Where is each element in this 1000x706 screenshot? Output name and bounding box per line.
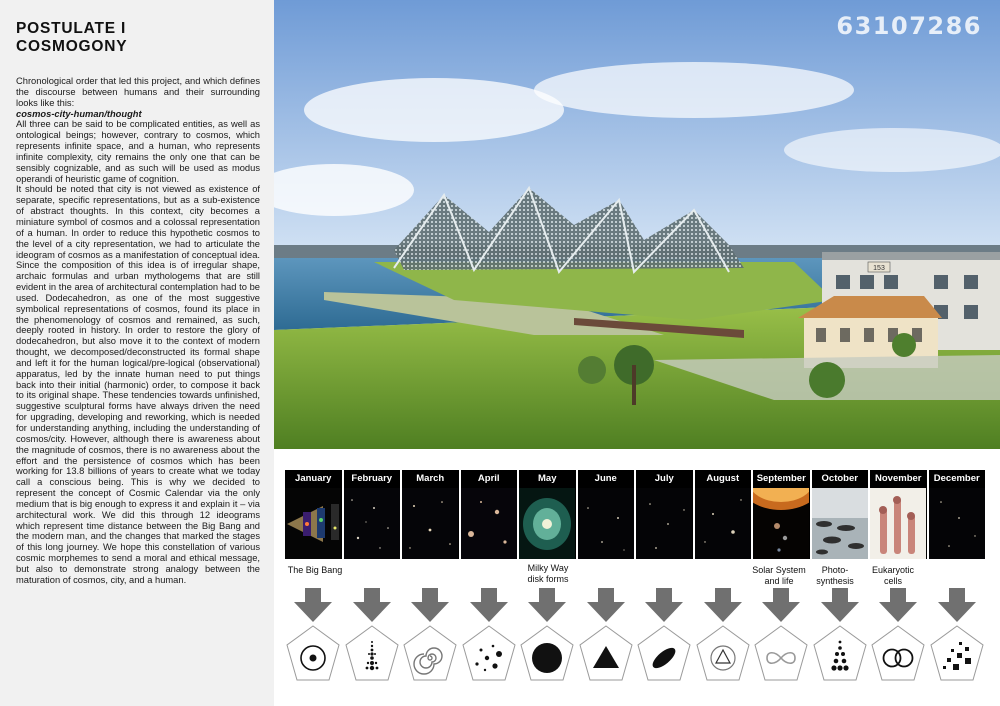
month-label: April xyxy=(461,470,518,488)
spiral-icon xyxy=(402,624,458,684)
starfield-thumbnail xyxy=(578,488,635,559)
caption-september xyxy=(744,565,814,587)
render-image xyxy=(274,0,1000,449)
starfield-image xyxy=(929,488,985,559)
big-bang-thumbnail xyxy=(285,488,342,559)
month-label: July xyxy=(636,470,693,488)
paragraph-1: All three can be said to be complicated entities, as well as ontological beings; however, contrary to cosmos, which represents infinite space, and a human, who represents infinite complexity, city remains the only one that can be sensibly cognizable, and as such will be used as modus operandi of heuristic game of cognition. xyxy=(16,119,260,184)
down-arrow-icon xyxy=(411,588,449,622)
month-august xyxy=(695,470,752,559)
caption-october xyxy=(805,565,865,587)
down-arrow-icon xyxy=(938,588,976,622)
galaxies-image xyxy=(461,488,517,559)
dot-cone-icon xyxy=(344,624,400,684)
title-line-1: POSTULATE I xyxy=(16,20,127,37)
solar-system-thumbnail xyxy=(753,488,810,559)
caption-line: Milky Way xyxy=(527,563,569,573)
starfield-thumbnail xyxy=(929,488,986,559)
starfield-image xyxy=(636,488,692,559)
spiral-galaxy-image xyxy=(519,488,575,559)
spiral-galaxy-thumbnail xyxy=(519,488,576,559)
caption-line: Eukaryotic xyxy=(871,565,915,575)
double-ring-icon xyxy=(870,624,926,684)
month-label: March xyxy=(402,470,459,488)
caption-may xyxy=(512,563,584,585)
starfield-thumbnail xyxy=(402,488,459,559)
stromatolites-image xyxy=(812,488,868,559)
down-arrow-icon xyxy=(704,588,742,622)
caption-november xyxy=(863,565,923,587)
scattered-squares-icon xyxy=(929,624,985,684)
month-february xyxy=(344,470,401,559)
month-july xyxy=(636,470,693,559)
month-label: October xyxy=(812,470,869,488)
title-line-2: COSMOGONY xyxy=(16,38,128,55)
month-label: August xyxy=(695,470,752,488)
down-arrow-icon xyxy=(294,588,332,622)
filled-circle-icon xyxy=(519,624,575,684)
eukaryotic-cells-image xyxy=(870,488,926,559)
month-january xyxy=(285,470,342,559)
month-october xyxy=(812,470,869,559)
month-label: December xyxy=(929,470,986,488)
month-label: September xyxy=(753,470,810,488)
ellipse-icon xyxy=(636,624,692,684)
big-bang-image xyxy=(285,488,341,559)
month-label: May xyxy=(519,470,576,488)
caption-line: synthesis xyxy=(816,576,854,586)
down-arrow-icon xyxy=(470,588,508,622)
paragraph-2: It should be noted that city is not viewed as existence of separate, specific representations, but as a sub-existence of abstract thoughts. In this context, city becomes a miniature symbol of cosmos and a colossal representation of a human. In order to reduce this hypothetic cosmos to the level of a city representation, we had to articulate the ideogram of cosmos as a manifestation of conceptual idea. Since the composition of this idea is of irregular shape, archaic formulas and urban mythologems that are still evident in the area of architectural contemplation had to be used. Dodecahedron, as one of the most suggestive symbolical representations of cosmos, found its place in the phenomenology of cosmos and remained, as such, deeply rooted in history. In order to restore the glory of dodecahedron, but also move it to the context of modern thought, we decomposed/deconstructed its formal shape and left it for the human logical/pre-logical (observational) apparatus, led by the innate human need to put things back into their initial (harmonic) order, to compose it back to its original shape. These tendencies towards unfinished, suggestive sculptural forms have always driven the need for upgrading, developing and reworking, which is needed for understanding anything, including the understanding of cosmos/city. However, although there is awareness about the magnitude of cosmos, there is no awareness about the effort and the persistence of cosmos which has been working for 13.8 billions of years to create what we today call a conscious being. This is why we decided to represent the concept of Cosmic Calendar via the only medium that is big enough to express it and explain it – via architectural work. We did this through 12 ideograms which represent time distance between the Big Bang and the modern man, and the changes that marked the stages of this long journey. We hope this constellation of various cosmic morphemes to send a moral and ethical message, but also to demonstrate strong analogy between the maturation of cosmos, city, and a human. xyxy=(16,184,260,585)
triangle-in-circle-icon xyxy=(695,624,751,684)
caption-line: cells xyxy=(883,576,902,586)
starfield-thumbnail xyxy=(695,488,752,559)
down-arrow-icon xyxy=(821,588,859,622)
architectural-render xyxy=(274,0,1000,449)
down-arrow-icon xyxy=(645,588,683,622)
caption-line: and life xyxy=(764,576,794,586)
down-arrow-icon xyxy=(762,588,800,622)
down-arrow-icon xyxy=(528,588,566,622)
month-april xyxy=(461,470,518,559)
page-title xyxy=(16,20,127,56)
solar-system-image xyxy=(753,488,809,559)
down-arrow-icon xyxy=(353,588,391,622)
dot-pyramid-icon xyxy=(812,624,868,684)
month-june xyxy=(578,470,635,559)
eukaryotic-cells-thumbnail xyxy=(870,488,927,559)
month-label: February xyxy=(344,470,401,488)
caption-line: The Big Bang xyxy=(287,565,343,575)
caption-january xyxy=(285,565,345,576)
starfield-thumbnail xyxy=(636,488,693,559)
caption-line: disk forms xyxy=(527,574,569,584)
galaxies-thumbnail xyxy=(461,488,518,559)
filled-triangle-icon xyxy=(578,624,634,684)
starfield-image xyxy=(344,488,400,559)
month-label: January xyxy=(285,470,342,488)
starfield-image xyxy=(578,488,634,559)
month-march xyxy=(402,470,459,559)
starfield-thumbnail xyxy=(344,488,401,559)
caption-line: Photo- xyxy=(821,565,849,575)
starfield-image xyxy=(402,488,458,559)
concept-text xyxy=(16,76,260,586)
intro-paragraph: Chronological order that led this project, and which defines the discourse between humans and their surrounding looks like this: xyxy=(16,76,260,108)
month-november xyxy=(870,470,927,559)
down-arrow-icon xyxy=(587,588,625,622)
dot-in-circle-icon xyxy=(285,624,341,684)
subtitle: cosmos-city-human/thought xyxy=(16,108,142,119)
down-arrow-icon xyxy=(879,588,917,622)
infinity-icon xyxy=(753,624,809,684)
month-december xyxy=(929,470,986,559)
project-code: 63107286 xyxy=(836,12,982,40)
building-sign: 153 xyxy=(873,265,885,272)
month-may xyxy=(519,470,576,559)
stromatolites-thumbnail xyxy=(812,488,869,559)
month-september xyxy=(753,470,810,559)
caption-line: Solar System xyxy=(752,565,806,575)
text-panel xyxy=(0,0,274,706)
month-label: June xyxy=(578,470,635,488)
month-label: November xyxy=(870,470,927,488)
starfield-image xyxy=(695,488,751,559)
scattered-dots-icon xyxy=(461,624,517,684)
